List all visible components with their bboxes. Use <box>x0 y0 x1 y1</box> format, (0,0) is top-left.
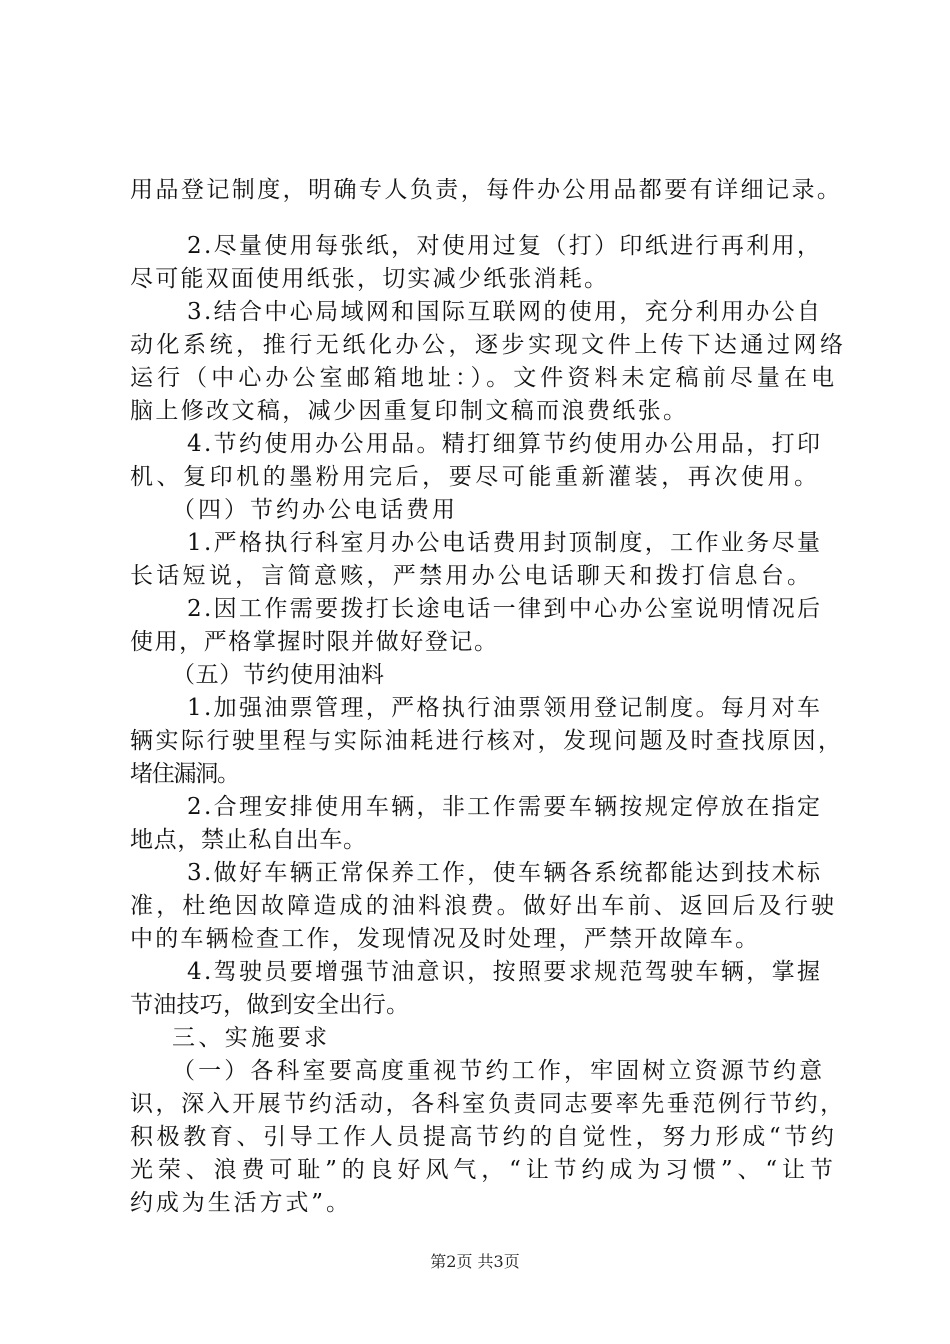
text-line <box>0 889 950 923</box>
text-line <box>0 988 950 1022</box>
text-line <box>0 559 950 593</box>
text-line <box>0 427 950 461</box>
text-line-content: 识，深入开展节约活动，各科室负责同志要率先垂范例行节约， <box>130 1091 846 1117</box>
text-line-content: 4.驾驶员要增强节油意识，按照要求规范驾驶车辆，掌握 <box>187 959 823 985</box>
text-line-content: 中的车辆检查工作，发现情况及时处理，严禁开故障车。 <box>130 926 761 952</box>
text-line <box>0 757 950 791</box>
text-line <box>0 592 950 626</box>
text-line <box>0 790 950 824</box>
text-line-content: 脑上修改文稿，减少因重复印制文稿而浪费纸张。 <box>130 398 689 424</box>
text-line-content: 4.节约使用办公用品。精打细算节约使用办公用品，打印 <box>187 431 823 457</box>
text-line-content: 1.加强油票管理，严格执行油票领用登记制度。每月对车 <box>187 695 823 721</box>
text-line-content: 动化系统，推行无纸化办公，逐步实现文件上传下达通过网络 <box>130 332 847 358</box>
text-line <box>0 1186 950 1220</box>
text-line <box>0 625 950 659</box>
text-line-content: 3.结合中心局域网和国际互联网的使用，充分利用办公自 <box>187 299 823 325</box>
text-line <box>0 229 950 263</box>
text-line <box>0 460 950 494</box>
text-line <box>0 691 950 725</box>
text-line <box>0 922 950 956</box>
text-line <box>0 262 950 296</box>
text-line <box>0 394 950 428</box>
text-line <box>0 526 950 560</box>
text-line-content: 三、实施要求 <box>172 1025 331 1051</box>
text-line-content: 3.做好车辆正常保养工作，使车辆各系统都能达到技术标 <box>187 860 823 886</box>
text-line-content: 光荣、浪费可耻”的良好风气，“让节约成为习惯”、“让节 <box>130 1157 838 1183</box>
text-line <box>0 173 950 207</box>
text-line-content: 积极教育、引导工作人员提高节约的自觉性，努力形成“节约 <box>130 1124 838 1150</box>
text-line-content: 机、复印机的墨粉用完后，要尽可能重新灌装，再次使用。 <box>130 464 821 490</box>
text-line-content: 2.尽量使用每张纸，对使用过复（打）印纸进行再利用， <box>187 233 823 259</box>
text-line <box>0 1021 950 1055</box>
text-line <box>0 658 950 692</box>
text-line <box>0 724 950 758</box>
page-footer: 第2页 共3页 <box>430 1252 520 1271</box>
text-line-content: 地点，禁止私自出车。 <box>130 827 367 853</box>
text-line-content: （五）节约使用油料 <box>172 662 385 688</box>
text-line-content: 准，杜绝因故障造成的油料浪费。做好出车前、返回后及行驶 <box>130 893 838 919</box>
text-line <box>0 1087 950 1121</box>
text-line-content: 堵住漏洞。 <box>130 761 239 787</box>
text-line-content: 辆实际行驶里程与实际油耗进行核对，发现问题及时查找原因， <box>130 728 844 754</box>
text-line-content: 2.因工作需要拨打长途电话一律到中心办公室说明情况后 <box>187 596 823 622</box>
text-line-content: 使用，严格掌握时限并做好登记。 <box>130 629 499 655</box>
text-line-content: 长话短说，言简意赅，严禁用办公电话聊天和拨打信息台。 <box>130 563 814 589</box>
text-line <box>0 823 950 857</box>
text-line <box>0 328 950 362</box>
text-line-content: （四）节约办公电话费用 <box>172 497 458 523</box>
text-line-content: （一）各科室要高度重视节约工作，牢固树立资源节约意 <box>172 1058 826 1084</box>
text-line <box>0 361 950 395</box>
text-line-content: 约成为生活方式”。 <box>130 1190 352 1216</box>
text-line-content: 运行（中心办公室邮箱地址：）。文件资料未定稿前尽量在电 <box>130 365 839 391</box>
text-line <box>0 1120 950 1154</box>
text-line-content: 尽可能双面使用纸张，切实减少纸张消耗。 <box>130 266 610 292</box>
text-line <box>0 1153 950 1187</box>
text-line-content: 节油技巧，做到安全出行。 <box>130 992 410 1018</box>
text-line <box>0 493 950 527</box>
text-line-content: 1.严格执行科室月办公电话费用封顶制度，工作业务尽量 <box>187 530 823 556</box>
text-line <box>0 955 950 989</box>
text-line <box>0 295 950 329</box>
text-line <box>0 856 950 890</box>
text-line-content: 用品登记制度，明确专人负责，每件办公用品都要有详细记录。 <box>130 177 843 203</box>
text-line <box>0 1054 950 1088</box>
text-line-content: 2.合理安排使用车辆，非工作需要车辆按规定停放在指定 <box>187 794 823 820</box>
